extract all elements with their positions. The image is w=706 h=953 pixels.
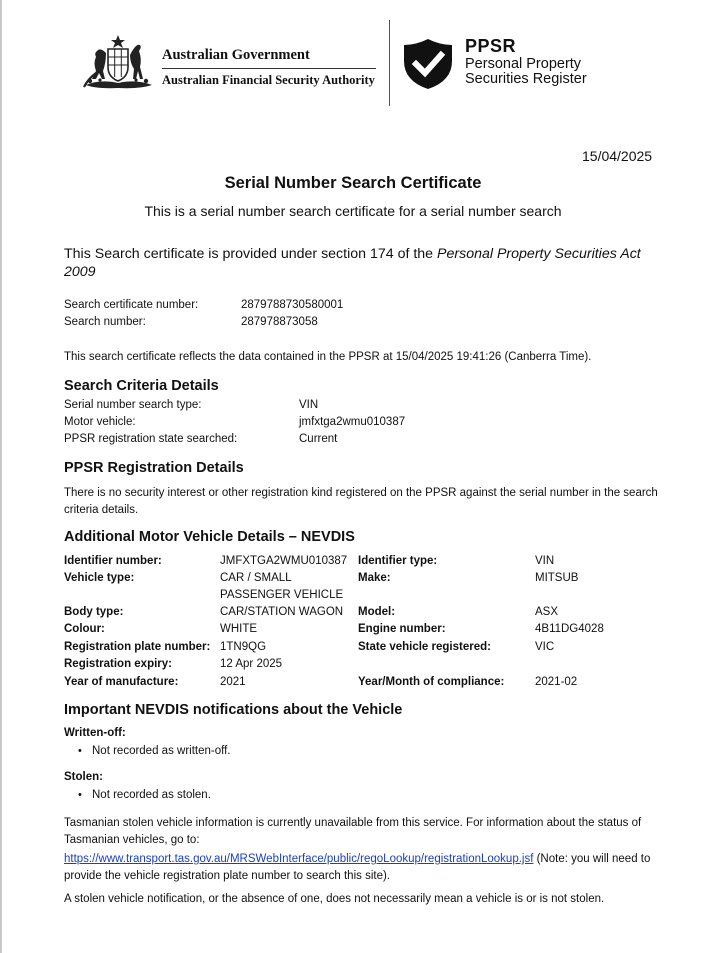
- year-manufacture-value: 2021: [220, 676, 246, 688]
- identifier-type-label: Identifier type:: [358, 555, 438, 567]
- registration-text: There is no security interest or other registration kind registered on the PPSR against the serial number in the search criteria details.: [64, 487, 658, 516]
- engine-number-label: Engine number:: [358, 623, 446, 635]
- nevdis-heading: Additional Motor Vehicle Details – NEVDIS: [64, 529, 355, 545]
- colour-value: WHITE: [220, 623, 258, 635]
- ppsr-brand: [465, 36, 587, 87]
- tasmania-link-note: (Note: you will need to provide the vehicle registration plate number to search this site).: [64, 853, 651, 882]
- ppsr-acronym: PPSR: [465, 36, 517, 56]
- header-divider: [389, 20, 390, 106]
- registration-expiry-value: 12 Apr 2025: [220, 658, 283, 670]
- page-title: Serial Number Search Certificate: [224, 174, 482, 192]
- page-edge: [0, 0, 2, 953]
- notifications-heading: Important NEVDIS notifications about the Vehicle: [64, 702, 403, 718]
- engine-number-value: 4B11DG4028: [535, 623, 604, 635]
- body-type-label: Body type:: [64, 606, 124, 618]
- tasmania-link-paragraph: [64, 851, 664, 885]
- stolen-disclaimer: A stolen vehicle notification, or the absence of one, does not necessarily mean a vehicle is or is not stolen.: [64, 893, 605, 905]
- shield-check-icon: [402, 37, 454, 91]
- identifier-number-label: Identifier number:: [64, 555, 162, 567]
- identifier-type-value: VIN: [535, 555, 555, 567]
- gov-name: Australian Government: [162, 47, 310, 63]
- ppsr-line2: Securities Register: [465, 71, 587, 87]
- registration-expiry-label: Registration expiry:: [64, 658, 172, 670]
- stolen-item: • Not recorded as stolen.: [92, 789, 211, 801]
- registration-heading: PPSR Registration Details: [64, 460, 244, 476]
- coat-of-arms-logo: [80, 33, 156, 93]
- ppsr-line1: Personal Property: [465, 56, 582, 72]
- model-label: Model:: [358, 606, 396, 618]
- plate-number-label: Registration plate number:: [64, 641, 211, 653]
- make-label: Make:: [358, 572, 391, 584]
- compliance-label: Year/Month of compliance:: [358, 676, 505, 688]
- compliance-value: 2021-02: [535, 676, 578, 688]
- state-registered-label: State vehicle registered:: [358, 641, 491, 653]
- cert-number-label: Search certificate number:: [64, 299, 199, 311]
- model-value: ASX: [535, 606, 559, 618]
- vehicle-type-value-2: PASSENGER VEHICLE: [220, 589, 344, 601]
- state-registered-value: VIC: [535, 641, 555, 653]
- plate-number-value: 1TN9QG: [220, 641, 267, 653]
- criteria-state-value: Current: [299, 433, 338, 445]
- writtenoff-label: Written-off:: [64, 727, 126, 739]
- criteria-type-value: VIN: [299, 399, 319, 411]
- search-criteria-heading: Search Criteria Details: [64, 378, 219, 394]
- cert-number-value: 2879788730580001: [241, 299, 344, 311]
- government-wordmark: [162, 47, 376, 88]
- page-subtitle: This is a serial number search certificate for a serial number search: [144, 203, 562, 219]
- search-number-label: Search number:: [64, 316, 146, 328]
- stolen-label: Stolen:: [64, 771, 103, 783]
- make-value: MITSUB: [535, 572, 579, 584]
- agency-name: Australian Financial Security Authority: [162, 73, 375, 87]
- writtenoff-item: • Not recorded as written-off.: [92, 745, 231, 757]
- tasmania-lookup-link[interactable]: https://www.transport.tas.gov.au/MRSWebInterface/public/regoLookup/registrationLookup.jsf: [64, 853, 534, 865]
- provided-statement: [64, 246, 664, 281]
- provided-prefix: This Search certificate is provided under section 174 of the: [64, 246, 438, 262]
- certificate-date: 15/04/2025: [582, 148, 653, 164]
- certificate-header: [0, 0, 706, 110]
- criteria-state-label: PPSR registration state searched:: [64, 433, 238, 445]
- colour-label: Colour:: [64, 623, 105, 635]
- vehicle-type-label: Vehicle type:: [64, 572, 135, 584]
- body-type-value: CAR/STATION WAGON: [220, 606, 344, 618]
- vehicle-type-value-1: CAR / SMALL: [220, 572, 292, 584]
- search-number-value: 287978873058: [241, 316, 318, 328]
- criteria-type-label: Serial number search type:: [64, 399, 202, 411]
- tasmania-text: Tasmanian stolen vehicle information is currently unavailable from this service. For information about the status of Tasmanian vehicles, go to:: [64, 817, 642, 846]
- identifier-number-value: JMFXTGA2WMU010387: [220, 555, 348, 567]
- criteria-vehicle-value: jmfxtga2wmu010387: [299, 416, 406, 428]
- year-manufacture-label: Year of manufacture:: [64, 676, 179, 688]
- reflects-statement: This search certificate reflects the data contained in the PPSR at 15/04/2025 19:41:26 (Canberra Time).: [64, 351, 592, 363]
- gov-rule: [162, 68, 376, 69]
- criteria-vehicle-label: Motor vehicle:: [64, 416, 136, 428]
- act-name: Personal Property Securities Act 2009: [64, 246, 641, 280]
